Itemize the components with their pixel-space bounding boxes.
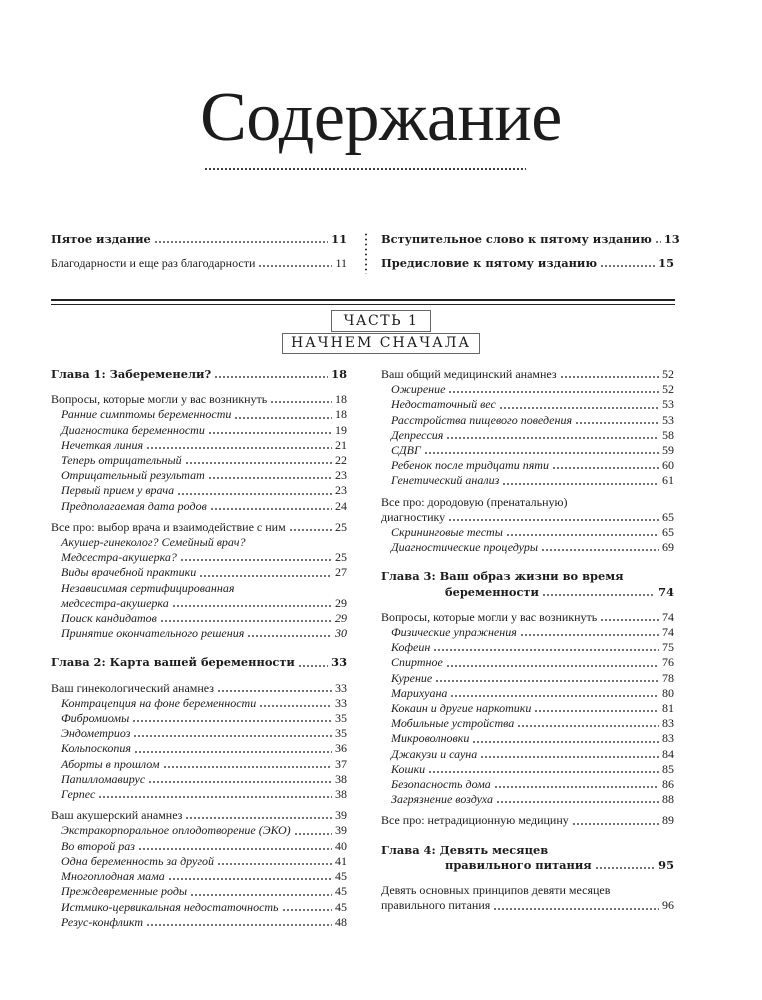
toc-subsection-list [51, 407, 347, 513]
toc-entry-page: 29 [335, 611, 347, 626]
leader-dots [541, 549, 659, 551]
toc-subsection-entry[interactable] [51, 626, 347, 641]
toc-entry-page: 19 [335, 422, 347, 437]
toc-entry-page: 24 [335, 498, 347, 513]
front-matter-left [51, 232, 347, 280]
toc-entry-page: 81 [662, 701, 674, 716]
leader-dots [146, 924, 332, 926]
toc-entry-page: 53 [662, 397, 674, 412]
toc-entry-title: Эндометриоз [61, 726, 131, 741]
toc-entry-page: 15 [658, 256, 674, 271]
toc-subsection-entry[interactable] [381, 428, 674, 443]
toc-entry-page: 33 [335, 695, 347, 710]
toc-entry-title: Ваш гинекологический анамнез [51, 680, 215, 695]
leader-dots [506, 534, 659, 536]
toc-subsection-entry[interactable] [51, 772, 347, 787]
toc-subsection-entry[interactable] [381, 701, 674, 716]
toc-entry-page: 45 [335, 884, 347, 899]
toc-subsection-entry[interactable] [51, 483, 347, 498]
leader-dots [448, 519, 659, 521]
toc-subsection-entry[interactable] [381, 443, 674, 458]
toc-entry-page: 80 [662, 685, 674, 700]
toc-entry-title: правильного питания [445, 857, 592, 872]
toc-chapter-2[interactable] [51, 655, 347, 670]
toc-subsection-entry[interactable] [381, 792, 674, 807]
toc-entry-page: 48 [335, 914, 347, 929]
toc-entry-title: Преждевременные роды [61, 884, 188, 899]
toc-entry-title: Ваш акушерский анамнез [51, 808, 183, 823]
toc-subsection-list [381, 525, 674, 555]
toc-section-obstetric-history[interactable] [51, 808, 347, 823]
toc-subsection-entry[interactable] [51, 854, 347, 869]
toc-entry-page: 25 [335, 519, 347, 534]
toc-section-alternative-medicine[interactable] [381, 813, 674, 828]
leader-dots [493, 908, 659, 910]
toc-subsection-entry[interactable] [51, 839, 347, 854]
leader-dots [446, 437, 659, 439]
toc-entry-page: 13 [663, 232, 680, 246]
leader-dots [428, 771, 659, 773]
toc-chapter-4-line[interactable]: Глава 4: Девять месяцев [381, 842, 549, 857]
toc-subsection-entry[interactable] [51, 565, 347, 580]
toc-entry-title: Фибромиомы [61, 711, 130, 726]
toc-entry-page: 52 [662, 382, 674, 397]
toc-entry-title: Расстройства пищевого поведения [391, 412, 573, 427]
toc-subsection-list [51, 696, 347, 802]
toc-entry-page: 89 [662, 813, 674, 828]
toc-entry-page: 18 [335, 392, 347, 407]
toc-entry-title: Резус-конфликт [61, 914, 143, 929]
toc-entry-title: Микроволновки [391, 731, 470, 746]
toc-entry-title-line[interactable]: Девять основных принципов девяти месяцев [381, 883, 611, 898]
front-matter-right [381, 232, 680, 280]
toc-subsection-list [381, 382, 674, 488]
toc-subsection-entry[interactable] [381, 731, 674, 746]
toc-section-questions[interactable] [51, 392, 347, 407]
toc-entry-page: 23 [335, 483, 347, 498]
part-number: ЧАСТЬ 1 [331, 310, 432, 332]
leader-dots [289, 529, 332, 531]
part-heading [0, 310, 762, 354]
toc-entry-title: Теперь отрицательный [61, 453, 182, 468]
toc-entry-title: Депрессия [391, 427, 444, 442]
leader-dots [496, 801, 659, 803]
toc-subsection-entry[interactable] [381, 686, 674, 701]
toc-right-column [381, 367, 674, 914]
toc-entry-title: Контрацепция на фоне беременности [61, 695, 257, 710]
toc-entry-title-line[interactable]: Все про: дородовую (пренатальную) [381, 494, 568, 509]
toc-entry-title: Кошки [391, 761, 426, 776]
toc-entry-title: Нечеткая линия [61, 437, 144, 452]
leader-dots [172, 605, 332, 607]
toc-entry-title: Ребенок после тридцати пяти [391, 458, 549, 473]
toc-entry-page: 59 [662, 443, 674, 458]
toc-entry-page: 65 [662, 525, 674, 540]
leader-dots [180, 559, 332, 561]
toc-subsection-entry[interactable] [381, 762, 674, 777]
toc-entry-page: 83 [662, 731, 674, 746]
toc-subsection-entry[interactable] [51, 741, 347, 756]
leader-dots [298, 665, 328, 667]
toc-subsection-entry[interactable] [51, 869, 347, 884]
toc-entry-title: Мобильные устройства [391, 716, 515, 731]
toc-entry-title: Кольпоскопия [61, 741, 131, 756]
leader-dots [247, 635, 332, 637]
leader-dots [472, 741, 659, 743]
toc-entry-title: Диагностика беременности [61, 422, 205, 437]
toc-subsection-entry[interactable] [51, 423, 347, 438]
toc-section-medical-history[interactable] [381, 367, 674, 382]
leader-dots [185, 462, 332, 464]
toc-subsection-entry[interactable] [51, 499, 347, 514]
leader-dots [208, 477, 332, 479]
leader-dots [132, 720, 332, 722]
leader-dots [234, 417, 332, 419]
toc-entry-page: 85 [662, 761, 674, 776]
toc-entry-page: 53 [662, 412, 674, 427]
toc-entry-title: Спиртное [391, 655, 443, 670]
toc-entry-page: 33 [335, 680, 347, 695]
toc-chapter-3[interactable] [381, 585, 674, 600]
leader-dots [595, 867, 655, 869]
leader-dots [258, 265, 332, 267]
leader-dots [190, 894, 332, 896]
toc-entry-page: 11 [335, 256, 347, 271]
toc-subsection-entry[interactable] [51, 900, 347, 915]
leader-dots [270, 401, 332, 403]
toc-entry-title: Поиск кандидатов [61, 611, 157, 626]
toc-subsection-entry[interactable] [51, 468, 347, 483]
toc-entry-title: Ранние симптомы беременности [61, 407, 232, 422]
toc-entry-title: Ваш общий медицинский анамнез [381, 367, 557, 381]
toc-entry-title: Вопросы, которые могли у вас возникнуть [381, 609, 598, 624]
toc-entry-page: 74 [658, 584, 674, 599]
toc-subsection-entry[interactable] [51, 915, 347, 930]
leader-dots [435, 680, 659, 682]
toc-entry-title: Вступительное слово к пятому изданию [381, 232, 652, 246]
leader-dots [160, 620, 332, 622]
toc-entry-page: 25 [335, 550, 347, 565]
toc-entry-title: Генетический анализ [391, 473, 500, 488]
toc-entry-page: 76 [662, 655, 674, 670]
toc-subsection-entry[interactable] [381, 671, 674, 686]
toc-entry-page: 30 [335, 626, 347, 641]
toc-entry-page: 45 [335, 869, 347, 884]
leader-dots [98, 796, 332, 798]
leader-dots [134, 751, 332, 753]
leader-dots [294, 833, 332, 835]
toc-entry-page: 35 [335, 711, 347, 726]
toc-entry-title: Первый прием у врача [61, 483, 175, 498]
toc-subsection-entry[interactable] [51, 407, 347, 422]
toc-entry-title: Экстракорпоральное оплодотворение (ЭКО) [61, 823, 291, 838]
toc-entry-title: Предполагаемая дата родов [61, 498, 207, 513]
toc-subsection-entry[interactable] [381, 525, 674, 540]
toc-subsection-entry[interactable] [381, 458, 674, 473]
toc-section-nutrition-principles[interactable] [381, 898, 674, 913]
leader-dots [446, 665, 659, 667]
title-dotted-divider [204, 168, 526, 170]
leader-dots [199, 575, 332, 577]
leader-dots [480, 756, 659, 758]
toc-subsection-entry[interactable] [51, 696, 347, 711]
toc-entry-title: Одна беременность за другой [61, 853, 215, 868]
leader-dots [448, 391, 659, 393]
toc-entry-title: Джакузи и сауна [391, 746, 478, 761]
toc-entry-title: Загрязнение воздуха [391, 792, 493, 807]
toc-entry-page: 29 [335, 595, 347, 610]
toc-subsection-entry[interactable] [381, 540, 674, 555]
toc-subsection-entry[interactable] [381, 777, 674, 792]
toc-entry-title: Вопросы, которые могли у вас возникнуть [51, 392, 268, 407]
toc-entry-title: Благодарности и еще раз благодарности [51, 256, 256, 271]
leader-dots [133, 735, 332, 737]
section-rule-thin [51, 304, 675, 305]
leader-dots [433, 649, 659, 651]
toc-section-gyn-history[interactable] [51, 681, 347, 696]
leader-dots [520, 634, 659, 636]
leader-dots [282, 909, 332, 911]
toc-entry-title: Пятое издание [51, 232, 151, 246]
toc-entry-title: правильного питания [381, 898, 491, 913]
toc-entry-page: 61 [662, 473, 674, 488]
toc-entry-page: 22 [335, 453, 347, 468]
toc-subsection-entry[interactable] [51, 757, 347, 772]
toc-entry-title: Кофеин [391, 640, 431, 655]
toc-entry-title: Медсестра-акушерка? [61, 550, 177, 565]
toc-entry-title-line[interactable]: Акушер-гинеколог? Семейный врач? [61, 535, 246, 550]
toc-entry-title: беременности [445, 584, 539, 599]
toc-entry-preface[interactable] [381, 256, 674, 271]
toc-entry-title: Кокаин и другие наркотики [391, 701, 532, 716]
leader-dots [163, 766, 332, 768]
toc-entry-page: 41 [335, 853, 347, 868]
toc-subsection-entry[interactable] [51, 438, 347, 453]
toc-entry-page: 39 [335, 808, 347, 823]
toc-entry-title: медсестра-акушерка [61, 595, 169, 610]
toc-chapter-1[interactable] [51, 367, 347, 382]
toc-entry-page: 45 [335, 899, 347, 914]
toc-entry-page: 38 [335, 771, 347, 786]
toc-entry-page: 37 [335, 756, 347, 771]
page-title: Содержание [200, 79, 562, 156]
toc-entry-title: Аборты в прошлом [61, 756, 160, 771]
toc-entry-title: Все про: выбор врача и взаимодействие с ним [51, 519, 286, 534]
toc-subsection-entry[interactable] [381, 413, 674, 428]
toc-subsection-list [381, 625, 674, 807]
toc-entry-title: Отрицательный результат [61, 468, 205, 483]
toc-entry-title: Недостаточный вес [391, 397, 496, 412]
toc-entry-title: Глава 1: Забеременели? [51, 367, 212, 381]
toc-entry-page: 52 [662, 367, 674, 381]
toc-entry-page: 88 [662, 792, 674, 807]
leader-dots [502, 483, 659, 485]
toc-entry-page: 84 [662, 746, 674, 761]
leader-dots [217, 863, 332, 865]
toc-subsection-entry[interactable] [381, 640, 674, 655]
toc-subsection-entry[interactable] [381, 397, 674, 412]
toc-entry-title: Во второй раз [61, 838, 135, 853]
toc-entry-page: 74 [662, 625, 674, 640]
toc-entry-title: Виды врачебной практики [61, 565, 197, 580]
leader-dots [655, 241, 661, 243]
toc-entry-title: Курение [391, 670, 433, 685]
leader-dots [572, 823, 659, 825]
leader-dots [177, 493, 332, 495]
leader-dots [168, 878, 332, 880]
toc-entry-page: 75 [662, 640, 674, 655]
toc-entry-page: 96 [662, 898, 674, 913]
leader-dots [560, 376, 659, 378]
toc-entry-page: 11 [331, 232, 347, 246]
leader-dots [575, 422, 659, 424]
leader-dots [208, 432, 332, 434]
toc-subsection-list [51, 823, 347, 929]
toc-entry-title: Безопасность дома [391, 777, 491, 792]
toc-entry-page: 83 [662, 716, 674, 731]
toc-entry-page: 74 [662, 609, 674, 624]
toc-entry-page: 21 [335, 437, 347, 452]
toc-section-questions[interactable] [381, 610, 674, 625]
toc-subsection-entry[interactable] [51, 726, 347, 741]
toc-entry-title: Марихуана [391, 685, 448, 700]
toc-entry-page: 95 [658, 857, 674, 872]
leader-dots [600, 619, 659, 621]
toc-subsection-entry[interactable] [51, 711, 347, 726]
toc-chapter-3-line[interactable]: Глава 3: Ваш образ жизни во время [381, 569, 624, 584]
toc-subsection-entry[interactable] [381, 655, 674, 670]
toc-subsection-entry[interactable] [51, 884, 347, 899]
toc-entry-page: 27 [335, 565, 347, 580]
toc-subsection-entry[interactable] [51, 596, 347, 611]
leader-dots [214, 376, 328, 378]
toc-entry-page: 33 [331, 655, 347, 670]
toc-section-choose-doctor[interactable] [51, 520, 347, 535]
toc-entry-page: 38 [335, 787, 347, 802]
leader-dots [210, 508, 332, 510]
toc-entry-page: 65 [662, 509, 674, 524]
toc-entry-page: 40 [335, 838, 347, 853]
toc-entry-page: 69 [662, 540, 674, 555]
toc-entry-title: Папилломавирус [61, 771, 146, 786]
toc-entry-page: 78 [662, 670, 674, 685]
toc-entry-title: Физические упражнения [391, 625, 517, 640]
toc-subsection-entry[interactable] [51, 550, 347, 565]
toc-entry-title: Истмико-цервикальная недостаточность [61, 899, 279, 914]
toc-entry-fifth-edition[interactable] [51, 232, 347, 247]
toc-entry-title: Глава 2: Карта вашей беременности [51, 655, 295, 670]
toc-entry-page: 36 [335, 741, 347, 756]
toc-subsection-entry[interactable] [51, 453, 347, 468]
toc-entry-page: 58 [662, 427, 674, 442]
toc-entry-title: Принятие окончательного решения [61, 626, 245, 641]
section-rule-thick [51, 299, 675, 301]
toc-entry-title: Диагностические процедуры [391, 540, 538, 555]
toc-entry-title: диагностику [381, 509, 446, 524]
leader-dots [217, 690, 332, 692]
toc-entry-foreword[interactable] [381, 232, 680, 247]
toc-entry-page: 60 [662, 458, 674, 473]
leader-dots [534, 710, 659, 712]
toc-entry-page: 35 [335, 726, 347, 741]
toc-chapter-4[interactable] [381, 858, 674, 873]
toc-entry-page: 39 [335, 823, 347, 838]
toc-entry-page: 18 [331, 367, 347, 381]
front-matter-separator [365, 232, 367, 274]
toc-entry-page: 18 [335, 407, 347, 422]
leader-dots [424, 452, 659, 454]
toc-subsection-entry[interactable] [381, 473, 674, 488]
leader-dots [138, 848, 332, 850]
part-title: НАЧНЕМ СНАЧАЛА [282, 333, 480, 354]
toc-subsection-entry[interactable] [51, 823, 347, 838]
leader-dots [146, 447, 332, 449]
toc-entry-page: 23 [335, 468, 347, 483]
leader-dots [494, 786, 659, 788]
toc-subsection-entry[interactable] [381, 625, 674, 640]
toc-entry-title-line[interactable]: Независимая сертифицированная [61, 580, 235, 595]
toc-entry-title: СДВГ [391, 443, 421, 458]
leader-dots [600, 265, 655, 267]
toc-subsection-entry[interactable] [381, 716, 674, 731]
toc-entry-title: Герпес [61, 787, 96, 802]
leader-dots [148, 781, 332, 783]
leader-dots [185, 817, 332, 819]
leader-dots [499, 407, 659, 409]
toc-entry-title: Многоплодная мама [61, 869, 165, 884]
leader-dots [259, 705, 332, 707]
toc-subsection-entry[interactable] [51, 787, 347, 802]
leader-dots [552, 467, 659, 469]
leader-dots [517, 725, 659, 727]
leader-dots [542, 594, 655, 596]
toc-section-prenatal-diagnostics[interactable] [381, 510, 674, 525]
toc-subsection-entry[interactable] [381, 382, 674, 397]
leader-dots [450, 695, 659, 697]
toc-entry-acknowledgements[interactable] [51, 256, 347, 271]
toc-entry-title: Предисловие к пятому изданию [381, 256, 598, 271]
toc-subsection-entry[interactable] [51, 611, 347, 626]
toc-subsection-entry[interactable] [381, 747, 674, 762]
toc-entry-title: Скрининговые тесты [391, 525, 503, 540]
toc-left-column [51, 367, 347, 930]
toc-entry-page: 86 [662, 777, 674, 792]
toc-entry-title: Ожирение [391, 382, 446, 397]
toc-entry-title: Все про: нетрадиционную медицину [381, 813, 569, 828]
leader-dots [154, 241, 328, 243]
